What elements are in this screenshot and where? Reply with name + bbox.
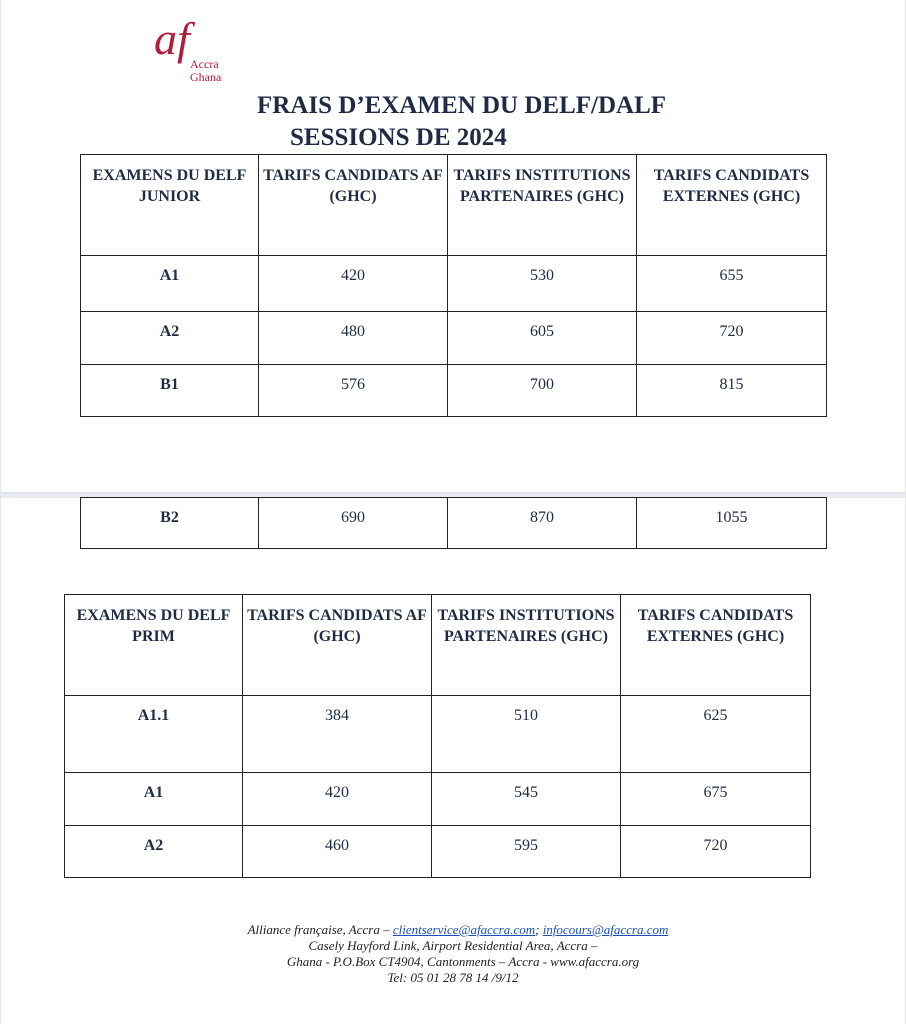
level-cell: B1 [81,365,259,417]
price-cell: 530 [448,256,637,312]
price-cell: 480 [259,312,448,365]
page-title: FRAIS D’EXAMEN DU DELF/DALF [257,92,667,119]
delf-junior-table-continued [80,497,827,549]
header-cell: TARIFS INSTITUTIONS PARTENAIRES (GHC) [448,155,637,256]
email-link-clientservice[interactable]: clientservice@afaccra.com [392,922,536,937]
footer-address-line: Casely Hayford Link, Airport Residential Area, Accra – [308,938,598,953]
price-cell: 690 [259,498,448,549]
footer-postal-line: Ghana - P.O.Box CT4904, Cantonments – Accra - www.afaccra.org [286,954,640,969]
logo-country: Ghana [190,70,222,84]
page-footer [0,922,906,986]
price-cell: 545 [432,773,621,826]
level-cell: B2 [81,498,259,549]
price-cell: 510 [432,696,621,773]
price-cell: 720 [637,312,827,365]
price-cell: 420 [243,773,432,826]
price-cell: 605 [448,312,637,365]
alliance-francaise-logo [152,13,242,88]
footer-separator: ; [535,922,543,937]
price-cell: 625 [621,696,811,773]
table-row [81,498,827,549]
header-cell: TARIFS CANDIDATS EXTERNES (GHC) [637,155,827,256]
level-cell: A1 [65,773,243,826]
price-cell: 675 [621,773,811,826]
price-cell: 870 [448,498,637,549]
price-cell: 460 [243,826,432,878]
table-row [81,365,827,417]
table-row [65,773,811,826]
level-cell: A1 [81,256,259,312]
delf-prim-table [64,594,811,878]
header-cell: TARIFS INSTITUTIONS PARTENAIRES (GHC) [432,595,621,696]
price-cell: 595 [432,826,621,878]
price-cell: 1055 [637,498,827,549]
page-edge-left [0,0,1,1024]
table-row [65,826,811,878]
price-cell: 720 [621,826,811,878]
header-cell: EXAMENS DU DELF PRIM [65,595,243,696]
table-header-row [65,595,811,696]
price-cell: 384 [243,696,432,773]
header-cell: TARIFS CANDIDATS AF (GHC) [259,155,448,256]
price-cell: 420 [259,256,448,312]
price-cell: 576 [259,365,448,417]
page-subtitle: SESSIONS DE 2024 [290,124,507,151]
header-cell: TARIFS CANDIDATS AF (GHC) [243,595,432,696]
footer-contact-line [0,922,906,938]
delf-junior-table [80,154,827,417]
header-cell: EXAMENS DU DELF JUNIOR [81,155,259,256]
table-header-row [81,155,827,256]
email-link-infocours[interactable]: infocours@afaccra.com [542,922,669,937]
table-row [81,312,827,365]
price-cell: 655 [637,256,827,312]
footer-phone-line: Tel: 05 01 28 78 14 /9/12 [387,970,519,985]
table-row [65,696,811,773]
document-page-1 [0,0,906,493]
level-cell: A2 [81,312,259,365]
logo-city: Accra [190,57,219,71]
logo-mark: af [154,13,190,64]
table-row [81,256,827,312]
header-cell: TARIFS CANDIDATS EXTERNES (GHC) [621,595,811,696]
footer-org: Alliance française, Accra – [247,922,393,937]
price-cell: 815 [637,365,827,417]
level-cell: A2 [65,826,243,878]
price-cell: 700 [448,365,637,417]
level-cell: A1.1 [65,696,243,773]
